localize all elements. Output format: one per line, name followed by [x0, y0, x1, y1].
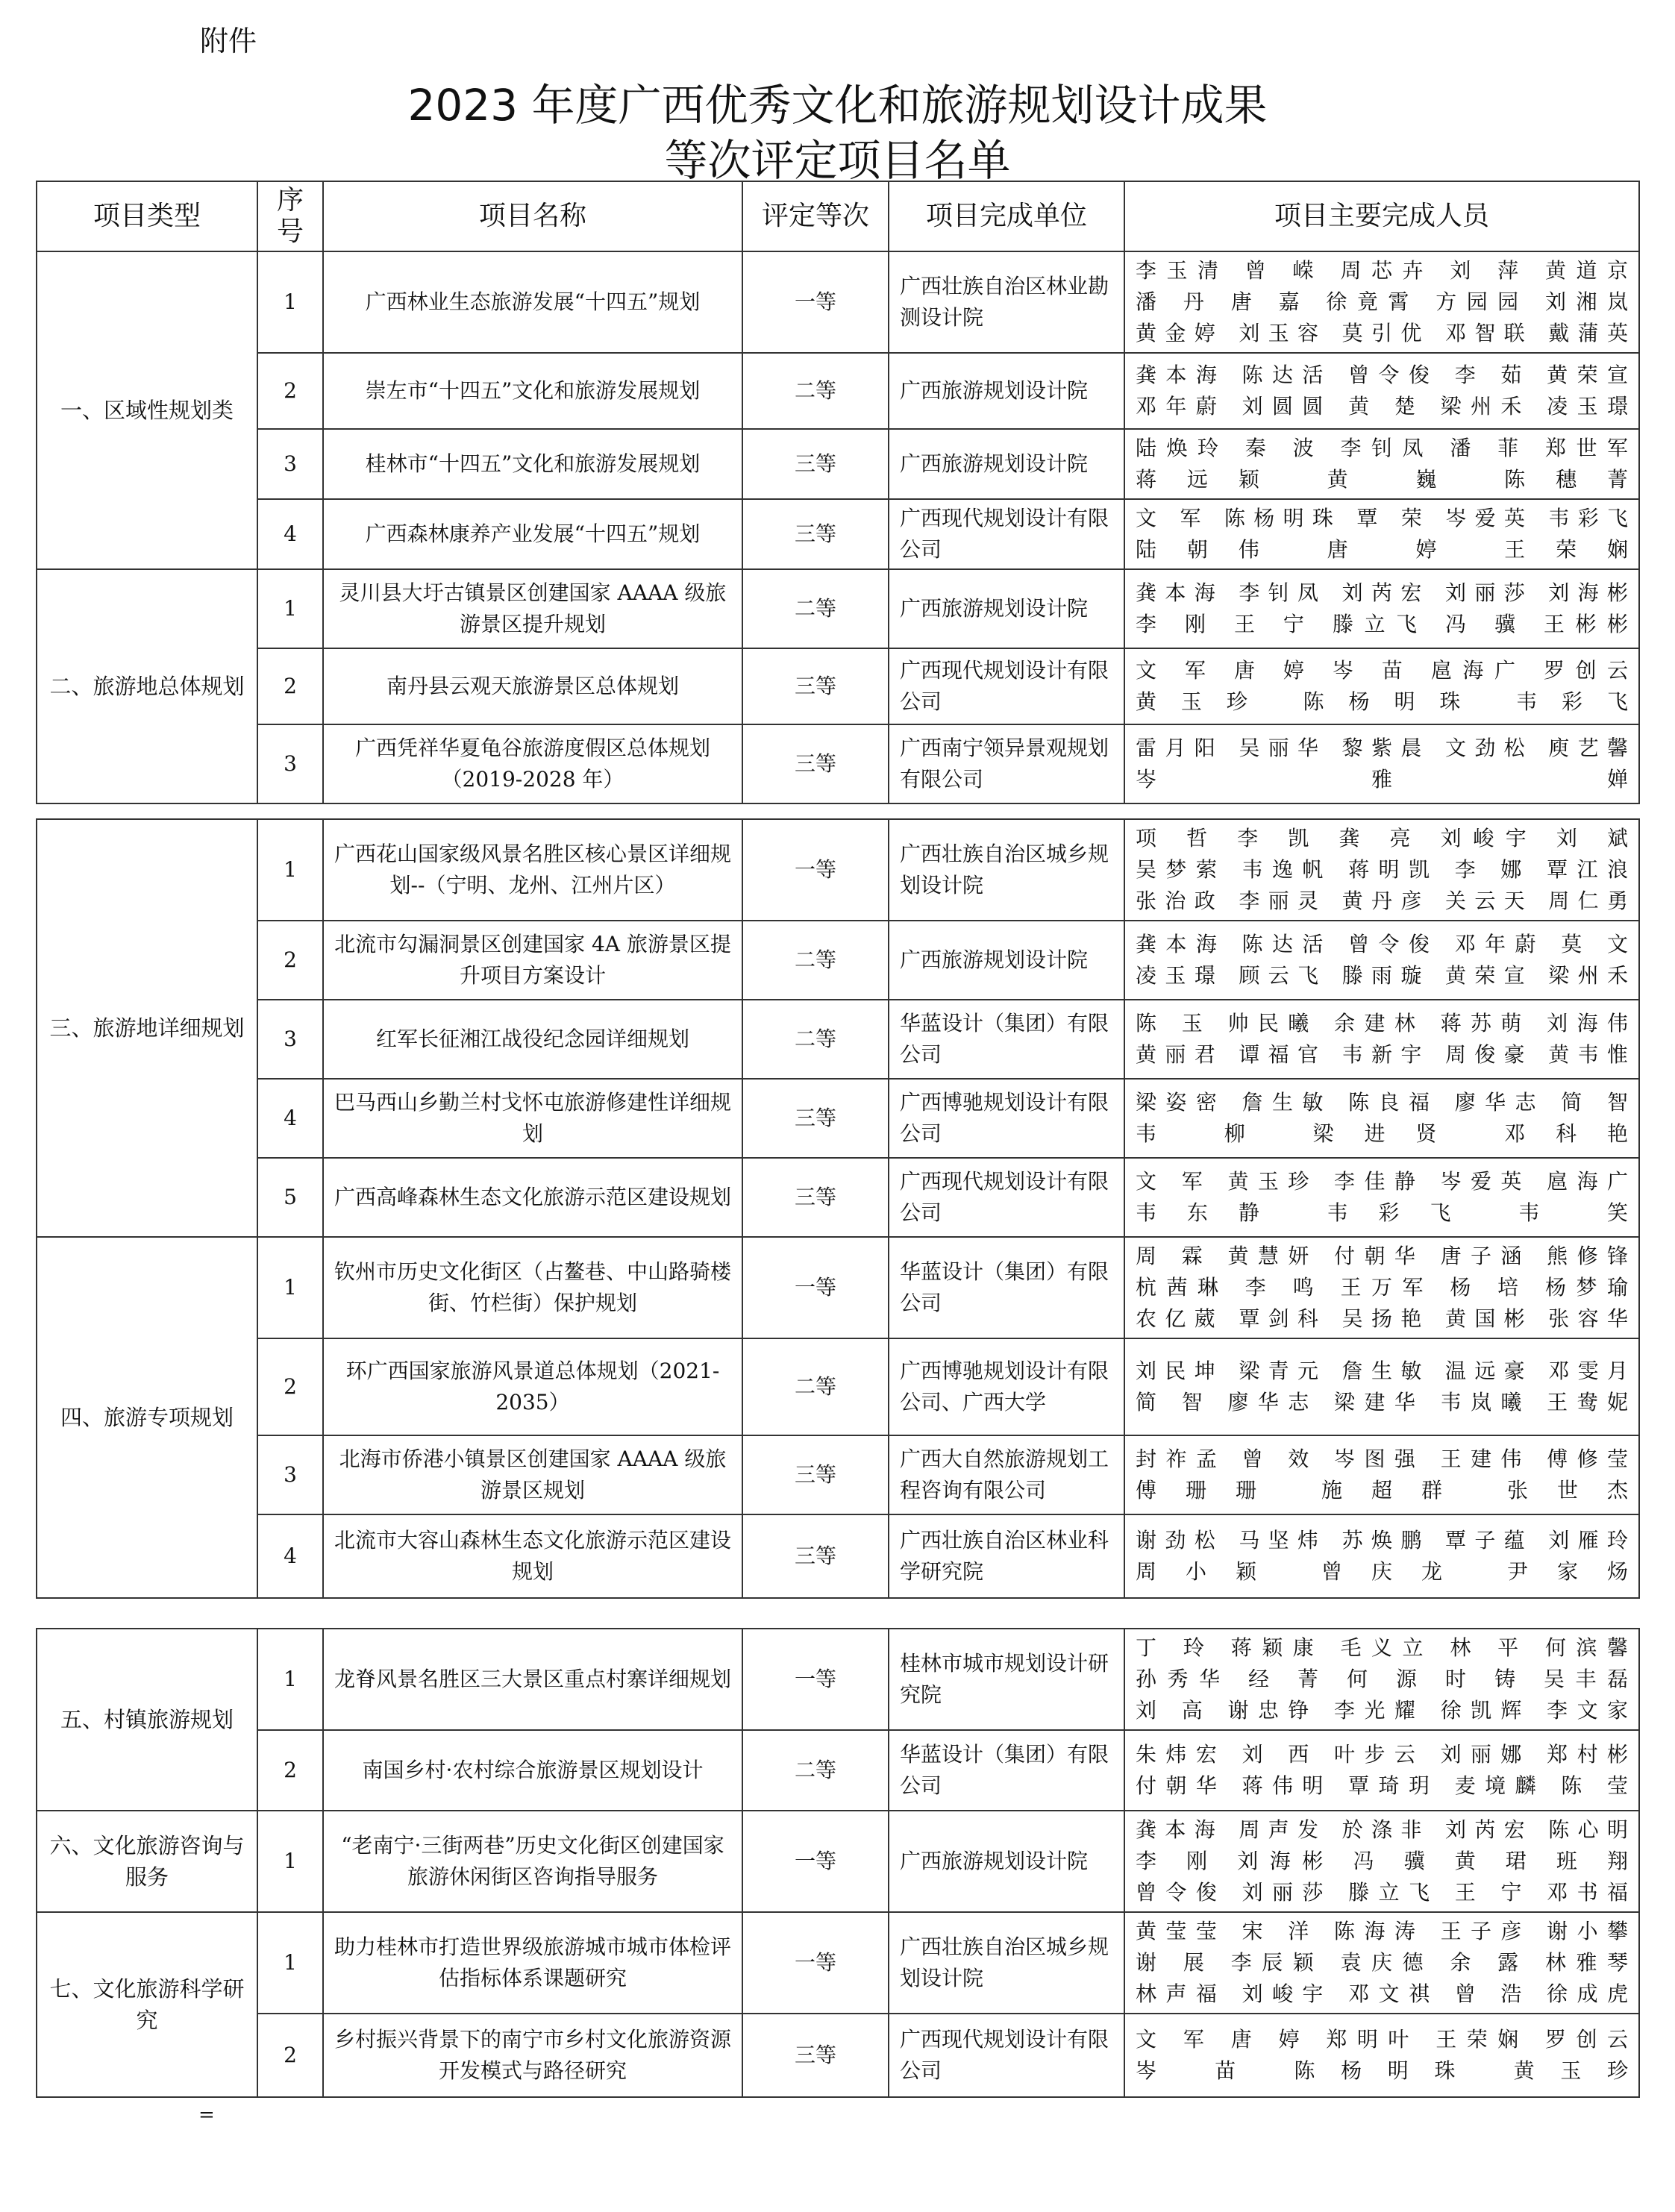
- completing-unit-cell: 广西旅游规划设计院: [889, 921, 1124, 1000]
- header-grade: 评定等次: [742, 181, 889, 251]
- project-name-cell: 巴马西山乡勤兰村戈怀屯旅游修建性详细规划: [323, 1079, 742, 1158]
- table-row: [37, 1237, 1639, 1338]
- project-type-cell: 四、旅游专项规划: [37, 1237, 257, 1598]
- team-members-line: 杭茜琳 李 鸣 王万军 杨 培 杨梦瑜: [1136, 1275, 1628, 1300]
- project-name-cell: 南国乡村·农村综合旅游景区规划设计: [323, 1730, 742, 1811]
- team-members-line: 简 智 廖华志 梁建华 韦岚曦 王鸯妮: [1136, 1390, 1628, 1414]
- team-members-line: 曾令俊 刘丽莎 滕立飞 王 宁 邓书福: [1136, 1880, 1628, 1905]
- header-unit: 项目完成单位: [889, 181, 1124, 251]
- table-row: [37, 648, 1639, 724]
- serial-number-cell: 1: [257, 1629, 323, 1730]
- serial-number-cell: 4: [257, 1079, 323, 1158]
- serial-number-cell: 3: [257, 724, 323, 803]
- project-name-cell: 北流市大容山森林生态文化旅游示范区建设规划: [323, 1514, 742, 1598]
- team-members-line: 傅珊珊 施超群 张世杰: [1136, 1478, 1628, 1503]
- grade-cell: 二等: [742, 1338, 889, 1435]
- table-row: [37, 1514, 1639, 1598]
- team-members-line: 陆朝伟 唐 婷 王荣娴: [1136, 537, 1628, 562]
- grade-cell: 三等: [742, 499, 889, 569]
- table-row: [37, 921, 1639, 1000]
- serial-number-cell: 1: [257, 1912, 323, 2014]
- team-members-line: 张治政 李丽灵 黄丹彦 关云天 周仁勇: [1136, 889, 1628, 913]
- project-type-cell: 七、文化旅游科学研究: [37, 1912, 257, 2097]
- team-members-cell: [1124, 1514, 1639, 1598]
- completing-unit-cell: 广西旅游规划设计院: [889, 429, 1124, 499]
- completing-unit-cell: 广西壮族自治区城乡规划设计院: [889, 1912, 1124, 2014]
- grade-cell: 三等: [742, 2014, 889, 2097]
- grade-cell: 三等: [742, 429, 889, 499]
- team-members-line: 黄玉珍 陈杨明珠 韦彩飞: [1136, 689, 1628, 714]
- team-members-line: 周 霖 黄慧妍 付朝华 唐子涵 熊修锋: [1136, 1244, 1628, 1268]
- team-members-line: 岑雅婵: [1136, 767, 1628, 792]
- grade-cell: 三等: [742, 1514, 889, 1598]
- table-header-row: [37, 181, 1639, 251]
- team-members-line: 潘 丹 唐 嘉 徐竟霄 方园园 刘湘岚: [1136, 289, 1628, 314]
- team-members-cell: [1124, 724, 1639, 803]
- grade-cell: 一等: [742, 1237, 889, 1338]
- team-members-line: 凌玉璟 顾云飞 滕雨璇 黄荣宣 梁州禾: [1136, 963, 1628, 988]
- table-row: [37, 251, 1639, 353]
- project-name-cell: 环广西国家旅游风景道总体规划（2021-2035）: [323, 1338, 742, 1435]
- completing-unit-cell: 广西大自然旅游规划工程咨询有限公司: [889, 1435, 1124, 1514]
- serial-number-cell: 1: [257, 819, 323, 921]
- serial-number-cell: 1: [257, 251, 323, 353]
- completing-unit-cell: 桂林市城市规划设计研究院: [889, 1629, 1124, 1730]
- grade-cell: 一等: [742, 1912, 889, 2014]
- team-members-line: 谢 展 李辰颖 袁庆德 余 露 林雅琴: [1136, 1950, 1628, 1975]
- serial-number-cell: 2: [257, 2014, 323, 2097]
- project-name-cell: 广西凭祥华夏龟谷旅游度假区总体规划（2019-2028 年）: [323, 724, 742, 803]
- serial-number-cell: 3: [257, 1000, 323, 1079]
- team-members-line: 雷月阳 吴丽华 黎紫晨 文劲松 庾艺馨: [1136, 736, 1628, 760]
- table-row: [37, 1730, 1639, 1811]
- team-members-line: 龚本海 李钊凤 刘芮宏 刘丽莎 刘海彬: [1136, 580, 1628, 605]
- project-type-cell: 六、文化旅游咨询与服务: [37, 1811, 257, 1912]
- table-row: [37, 1811, 1639, 1912]
- table-row: [37, 499, 1639, 569]
- grade-cell: 一等: [742, 1811, 889, 1912]
- team-members-line: 刘民坤 梁青元 詹生敏 温远豪 邓雯月: [1136, 1359, 1628, 1383]
- team-members-line: 丁 玲 蒋颖康 毛义立 林 平 何滨馨: [1136, 1635, 1628, 1660]
- serial-number-cell: 1: [257, 1237, 323, 1338]
- team-members-line: 梁姿密 詹生敏 陈良福 廖华志 简 智: [1136, 1090, 1628, 1115]
- team-members-line: 岑 苗 陈杨明珠 黄玉珍: [1136, 2058, 1628, 2083]
- team-members-cell: [1124, 353, 1639, 429]
- project-type-cell: 三、旅游地详细规划: [37, 819, 257, 1237]
- completing-unit-cell: 广西壮族自治区林业科学研究院: [889, 1514, 1124, 1598]
- completing-unit-cell: 广西现代规划设计有限公司: [889, 1158, 1124, 1237]
- project-name-cell: 南丹县云观天旅游景区总体规划: [323, 648, 742, 724]
- table-row: [37, 429, 1639, 499]
- team-members-line: 农亿葳 覃剑科 吴扬艳 黄国彬 张容华: [1136, 1306, 1628, 1331]
- team-members-line: 韦 柳 梁进贤 邓科艳: [1136, 1121, 1628, 1146]
- team-members-line: 邓年蔚 刘圆圆 黄 楚 梁州禾 凌玉璟: [1136, 394, 1628, 419]
- grade-cell: 三等: [742, 1079, 889, 1158]
- team-members-line: 孙秀华 经 菁 何 源 时 铸 吴丰磊: [1136, 1667, 1628, 1691]
- team-members-cell: [1124, 2014, 1639, 2097]
- team-members-line: 文 军 唐 婷 岑 苗 扈海广 罗创云: [1136, 658, 1628, 683]
- grade-cell: 三等: [742, 1158, 889, 1237]
- table-row: [37, 724, 1639, 803]
- team-members-line: 龚本海 周声发 於涤非 刘芮宏 陈心明: [1136, 1817, 1628, 1842]
- team-members-cell: [1124, 1338, 1639, 1435]
- team-members-cell: [1124, 499, 1639, 569]
- team-members-cell: [1124, 1435, 1639, 1514]
- serial-number-cell: 1: [257, 1811, 323, 1912]
- team-members-line: 付朝华 蒋伟明 覃琦玥 麦境麟 陈 莹: [1136, 1773, 1628, 1798]
- grade-cell: 一等: [742, 251, 889, 353]
- completing-unit-cell: 广西旅游规划设计院: [889, 1811, 1124, 1912]
- header-people: 项目主要完成人员: [1124, 181, 1639, 251]
- grade-cell: 三等: [742, 724, 889, 803]
- team-members-line: 谢劲松 马坚炜 苏焕鹏 覃子蕴 刘雁玲: [1136, 1528, 1628, 1553]
- project-name-cell: 北海市侨港小镇景区创建国家 AAAA 级旅游景区规划: [323, 1435, 742, 1514]
- project-name-cell: 崇左市“十四五”文化和旅游发展规划: [323, 353, 742, 429]
- grade-cell: 二等: [742, 921, 889, 1000]
- table-row: [37, 1629, 1639, 1730]
- completing-unit-cell: 广西现代规划设计有限公司: [889, 2014, 1124, 2097]
- team-members-line: 周小颖 曾庆龙 尹家炀: [1136, 1559, 1628, 1584]
- serial-number-cell: 2: [257, 1338, 323, 1435]
- team-members-cell: [1124, 1000, 1639, 1079]
- completing-unit-cell: 广西旅游规划设计院: [889, 569, 1124, 648]
- team-members-line: 黄丽君 谭福官 韦新宇 周俊豪 黄韦惟: [1136, 1042, 1628, 1067]
- table-row: [37, 1912, 1639, 2014]
- table-row: [37, 1000, 1639, 1079]
- table-row: [37, 819, 1639, 921]
- team-members-line: 陆焕玲 秦 波 李钊凤 潘 菲 郑世军: [1136, 436, 1628, 460]
- header-no: 序号: [257, 181, 323, 251]
- team-members-line: 项 哲 李 凯 龚 亮 刘峻宇 刘 斌: [1136, 826, 1628, 850]
- footer-mark: =: [198, 2104, 215, 2126]
- results-table-part2: [36, 818, 1640, 1599]
- completing-unit-cell: 广西壮族自治区城乡规划设计院: [889, 819, 1124, 921]
- project-type-cell: 一、区域性规划类: [37, 251, 257, 569]
- serial-number-cell: 2: [257, 648, 323, 724]
- project-name-cell: 广西高峰森林生态文化旅游示范区建设规划: [323, 1158, 742, 1237]
- table-row: [37, 2014, 1639, 2097]
- team-members-line: 文 军 陈杨明珠 覃 荣 岑爱英 韦彩飞: [1136, 506, 1628, 530]
- completing-unit-cell: 华蓝设计（集团）有限公司: [889, 1730, 1124, 1811]
- table-row: [37, 569, 1639, 648]
- team-members-line: 林声福 刘峻宇 邓文祺 曾 浩 徐成虎: [1136, 1981, 1628, 2006]
- header-name: 项目名称: [323, 181, 742, 251]
- serial-number-cell: 3: [257, 429, 323, 499]
- team-members-cell: [1124, 1912, 1639, 2014]
- project-name-cell: 北流市勾漏洞景区创建国家 4A 旅游景区提升项目方案设计: [323, 921, 742, 1000]
- completing-unit-cell: 广西南宁领异景观规划有限公司: [889, 724, 1124, 803]
- project-name-cell: 钦州市历史文化街区（占鳌巷、中山路骑楼街、竹栏街）保护规划: [323, 1237, 742, 1338]
- grade-cell: 三等: [742, 648, 889, 724]
- team-members-line: 龚本海 陈达活 曾令俊 邓年蔚 莫 文: [1136, 932, 1628, 956]
- table-row: [37, 1338, 1639, 1435]
- completing-unit-cell: 广西旅游规划设计院: [889, 353, 1124, 429]
- document-title-line1: 2023 年度广西优秀文化和旅游规划设计成果: [407, 80, 1268, 131]
- team-members-line: 文 军 唐 婷 郑明叶 王荣娴 罗创云: [1136, 2027, 1628, 2052]
- team-members-cell: [1124, 819, 1639, 921]
- serial-number-cell: 3: [257, 1435, 323, 1514]
- header-type: 项目类型: [37, 181, 257, 251]
- team-members-line: 朱炜宏 刘 西 叶步云 刘丽娜 郑村彬: [1136, 1742, 1628, 1767]
- table-row: [37, 1079, 1639, 1158]
- results-table-part3: [36, 1628, 1640, 2098]
- completing-unit-cell: 广西壮族自治区林业勘测设计院: [889, 251, 1124, 353]
- serial-number-cell: 2: [257, 921, 323, 1000]
- project-name-cell: 红军长征湘江战役纪念园详细规划: [323, 1000, 742, 1079]
- team-members-cell: [1124, 1811, 1639, 1912]
- completing-unit-cell: 广西博驰规划设计有限公司、广西大学: [889, 1338, 1124, 1435]
- grade-cell: 二等: [742, 569, 889, 648]
- project-name-cell: 广西林业生态旅游发展“十四五”规划: [323, 251, 742, 353]
- team-members-line: 陈 玉 帅民曦 余建林 蒋苏萌 刘海伟: [1136, 1011, 1628, 1035]
- grade-cell: 一等: [742, 1629, 889, 1730]
- attachment-label: 附件: [200, 25, 257, 57]
- team-members-line: 李 刚 王 宁 滕立飞 冯 骥 王彬彬: [1136, 612, 1628, 636]
- serial-number-cell: 4: [257, 499, 323, 569]
- completing-unit-cell: 广西现代规划设计有限公司: [889, 648, 1124, 724]
- team-members-cell: [1124, 1158, 1639, 1237]
- table-row: [37, 353, 1639, 429]
- team-members-cell: [1124, 1730, 1639, 1811]
- serial-number-cell: 4: [257, 1514, 323, 1598]
- team-members-line: 蒋远颖 黄 巍 陈穗菁: [1136, 467, 1628, 492]
- team-members-line: 文 军 黄玉珍 李佳静 岑爱英 扈海广: [1136, 1169, 1628, 1194]
- project-name-cell: 助力桂林市打造世界级旅游城市城市体检评估指标体系课题研究: [323, 1912, 742, 2014]
- team-members-line: 龚本海 陈达活 曾令俊 李 茹 黄荣宣: [1136, 363, 1628, 387]
- completing-unit-cell: 华蓝设计（集团）有限公司: [889, 1237, 1124, 1338]
- team-members-line: 李 刚 刘海彬 冯 骥 黄 珺 班 翔: [1136, 1849, 1628, 1873]
- team-members-line: 黄金婷 刘玉容 莫引优 邓智联 戴蒲英: [1136, 321, 1628, 345]
- team-members-line: 韦东静 韦彩飞 韦 笑: [1136, 1200, 1628, 1225]
- project-name-cell: 乡村振兴背景下的南宁市乡村文化旅游资源开发模式与路径研究: [323, 2014, 742, 2097]
- team-members-line: 刘 高 谢忠铮 李光耀 徐凯辉 李文家: [1136, 1698, 1628, 1723]
- team-members-cell: [1124, 251, 1639, 353]
- project-name-cell: 广西森林康养产业发展“十四五”规划: [323, 499, 742, 569]
- grade-cell: 二等: [742, 353, 889, 429]
- table-row: [37, 1435, 1639, 1514]
- team-members-cell: [1124, 1079, 1639, 1158]
- table-row: [37, 1158, 1639, 1237]
- completing-unit-cell: 华蓝设计（集团）有限公司: [889, 1000, 1124, 1079]
- team-members-line: 吴梦萦 韦逸帆 蒋明凯 李 娜 覃江浪: [1136, 857, 1628, 882]
- serial-number-cell: 5: [257, 1158, 323, 1237]
- document-title-line2: 等次评定项目名单: [664, 135, 1011, 186]
- project-name-cell: 龙脊风景名胜区三大景区重点村寨详细规划: [323, 1629, 742, 1730]
- team-members-cell: [1124, 1629, 1639, 1730]
- grade-cell: 三等: [742, 1435, 889, 1514]
- completing-unit-cell: 广西博驰规划设计有限公司: [889, 1079, 1124, 1158]
- serial-number-cell: 2: [257, 1730, 323, 1811]
- team-members-line: 李玉清 曾 嵘 周芯卉 刘 萍 黄道京: [1136, 258, 1628, 283]
- team-members-cell: [1124, 1237, 1639, 1338]
- team-members-line: 封祚孟 曾 效 岑图强 王建伟 傅修莹: [1136, 1447, 1628, 1471]
- project-type-cell: 五、村镇旅游规划: [37, 1629, 257, 1811]
- project-name-cell: “老南宁·三街两巷”历史文化街区创建国家旅游休闲街区咨询指导服务: [323, 1811, 742, 1912]
- project-type-cell: 二、旅游地总体规划: [37, 569, 257, 803]
- team-members-line: 黄莹莹 宋 洋 陈海涛 王子彦 谢小攀: [1136, 1919, 1628, 1943]
- grade-cell: 二等: [742, 1730, 889, 1811]
- project-name-cell: 桂林市“十四五”文化和旅游发展规划: [323, 429, 742, 499]
- project-name-cell: 灵川县大圩古镇景区创建国家 AAAA 级旅游景区提升规划: [323, 569, 742, 648]
- team-members-cell: [1124, 648, 1639, 724]
- grade-cell: 二等: [742, 1000, 889, 1079]
- results-table-page-part1: [36, 181, 1640, 804]
- serial-number-cell: 1: [257, 569, 323, 648]
- serial-number-cell: 2: [257, 353, 323, 429]
- team-members-cell: [1124, 569, 1639, 648]
- completing-unit-cell: 广西现代规划设计有限公司: [889, 499, 1124, 569]
- grade-cell: 一等: [742, 819, 889, 921]
- project-name-cell: 广西花山国家级风景名胜区核心景区详细规划--（宁明、龙州、江州片区）: [323, 819, 742, 921]
- team-members-cell: [1124, 921, 1639, 1000]
- team-members-cell: [1124, 429, 1639, 499]
